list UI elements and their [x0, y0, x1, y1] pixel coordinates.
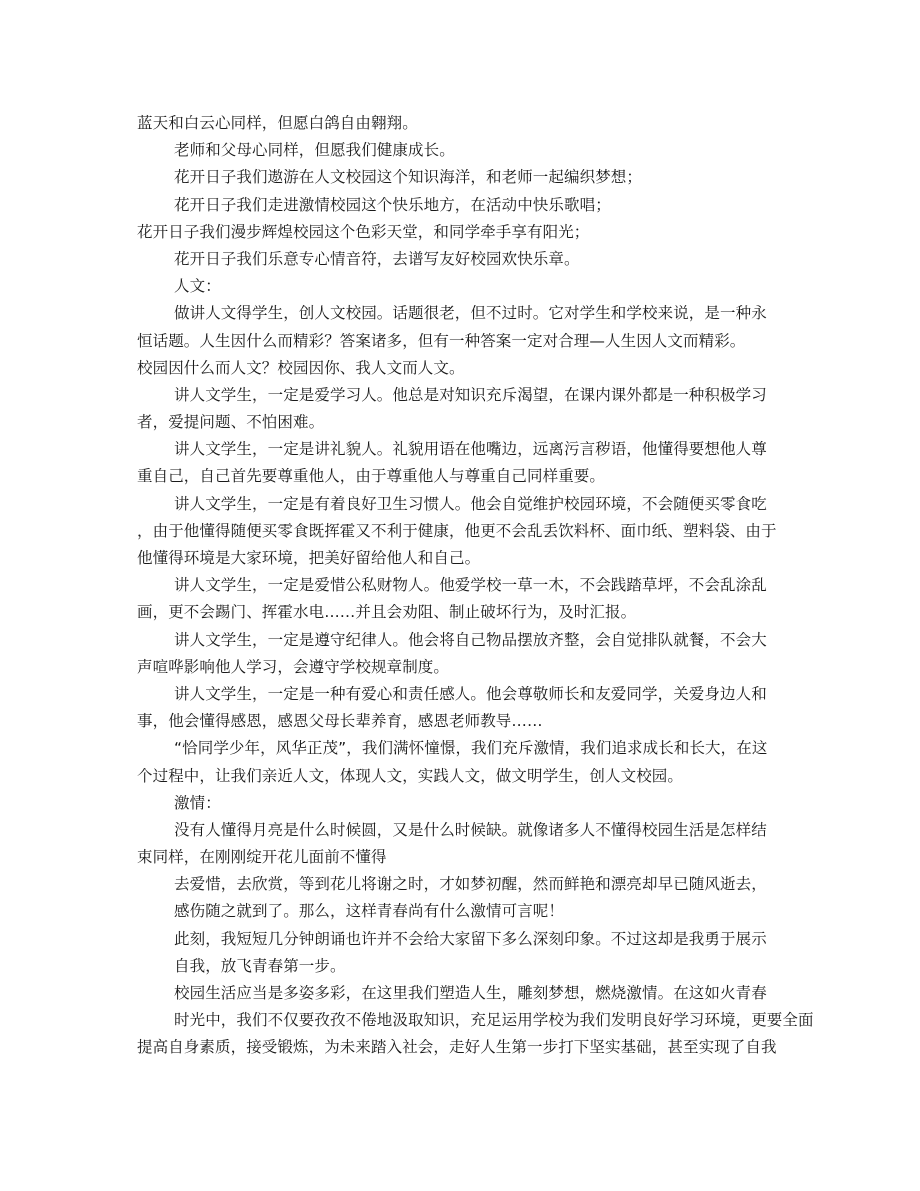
- paragraph-line: 提高自身素质，接受锻炼，为未来踏入社会，走好人生第一步打下坚实基础，甚至实现了自我: [137, 1038, 777, 1057]
- paragraph-line: 讲人文学生，一定是讲礼貌人。礼貌用语在他嘴边，远离污言秽语，他懂得要想他人尊: [174, 440, 767, 459]
- paragraph-line: 束同样，在刚刚绽开花儿面前不懂得: [137, 848, 387, 867]
- paragraph-line: 讲人文学生，一定是遵守纪律人。他会将自己物品摆放齐整，会自觉排队就餐，不会大: [174, 630, 767, 649]
- paragraph-line: 声喧哗影响他人学习，会遵守学校规章制度。: [137, 657, 450, 676]
- paragraph-line: 花开日子我们漫步辉煌校园这个色彩天堂，和同学牵手享有阳光；: [137, 222, 590, 241]
- paragraph-line: 事，他会懂得感恩，感恩父母长辈养育，感恩老师教导……: [137, 712, 543, 731]
- paragraph-line: 激情：: [174, 793, 221, 812]
- paragraph-line: 做讲人文得学生，创人文校园。话题很老，但不过时。它对学生和学校来说，是一种永: [174, 304, 767, 323]
- paragraph-line: “恰同学少年，风华正茂”，我们满怀憧憬，我们充斥激情，我们追求成长和长大，在这: [174, 739, 768, 758]
- paragraph-line: 此刻，我短短几分钟朗诵也许并不会给大家留下多么深刻印象。不过这却是我勇于展示: [174, 929, 767, 948]
- paragraph-line: 校园生活应当是多姿多彩，在这里我们塑造人生，雕刻梦想，燃烧激情。在这如火青春: [174, 984, 767, 1002]
- paragraph-line: 个过程中，让我们亲近人文，体现人文，实践人文，做文明学生，创人文校园。: [137, 766, 684, 785]
- paragraph-line: ，由于他懂得随便买零食既挥霍又不利于健康，他更不会乱丢饮料杯、面巾纸、塑料袋、由于: [137, 521, 777, 540]
- paragraph-line: 蓝天和白云心同样，但愿白鸽自由翱翔。: [137, 114, 418, 132]
- document-body: [137, 110, 814, 1062]
- paragraph-line: 画，更不会踢门、挥霍水电……并且会劝阻、制止破坏行为，及时汇报。: [137, 603, 637, 622]
- paragraph-line: 老师和父母心同样，但愿我们健康成长。: [174, 141, 455, 160]
- paragraph-line: 花开日子我们乐意专心情音符，去谱写友好校园欢快乐章。: [174, 249, 580, 268]
- paragraph-line: 自我，放飞青春第一步。: [174, 956, 346, 975]
- paragraph-line: 重自己，自己首先要尊重他人，由于尊重他人与尊重自己同样重要。: [137, 467, 606, 486]
- paragraph-line: 讲人文学生，一定是一种有爱心和责任感人。他会尊敬师长和友爱同学，关爱身边人和: [174, 684, 767, 703]
- paragraph-line: 感伤随之就到了。那么，这样青春尚有什么激情可言呢！: [174, 902, 565, 921]
- paragraph-line: 讲人文学生，一定是爱学习人。他总是对知识充斥渴望，在课内课外都是一种积极学习: [174, 385, 767, 404]
- paragraph-line: 讲人文学生，一定是爱惜公私财物人。他爱学校一草一木，不会践踏草坪，不会乱涂乱: [174, 576, 767, 595]
- paragraph-line: 去爱惜，去欣赏，等到花儿将谢之时，才如梦初醒，然而鲜艳和漂亮却早已随风逝去，: [174, 875, 767, 894]
- paragraph-line: 花开日子我们遨游在人文校园这个知识海洋，和老师一起编织梦想；: [174, 168, 643, 187]
- paragraph-line: 时光中，我们不仅要孜孜不倦地汲取知识，充足运用学校为我们发明良好学习环境，更要全面: [174, 1011, 814, 1030]
- paragraph-line: 没有人懂得月亮是什么时候圆，又是什么时候缺。就像诸多人不懂得校园生活是怎样结: [174, 820, 767, 839]
- paragraph-line: 人文：: [174, 277, 221, 296]
- paragraph-line: 校园因什么而人文？校园因你、我人文而人文。: [137, 358, 465, 377]
- paragraph-line: 他懂得环境是大家环境，把美好留给他人和自己。: [137, 549, 481, 567]
- paragraph-line: 恒话题。人生因什么而精彩？答案诸多，但有一种答案一定对合理—人生因人文而精彩。: [137, 331, 746, 350]
- paragraph-line: 花开日子我们走进激情校园这个快乐地方，在活动中快乐歌唱；: [174, 195, 611, 214]
- paragraph-line: 者，爱提问题、不怕困难。: [137, 413, 325, 432]
- paragraph-line: 讲人文学生，一定是有着良好卫生习惯人。他会自觉维护校园环境，不会随便买零食吃: [174, 494, 767, 513]
